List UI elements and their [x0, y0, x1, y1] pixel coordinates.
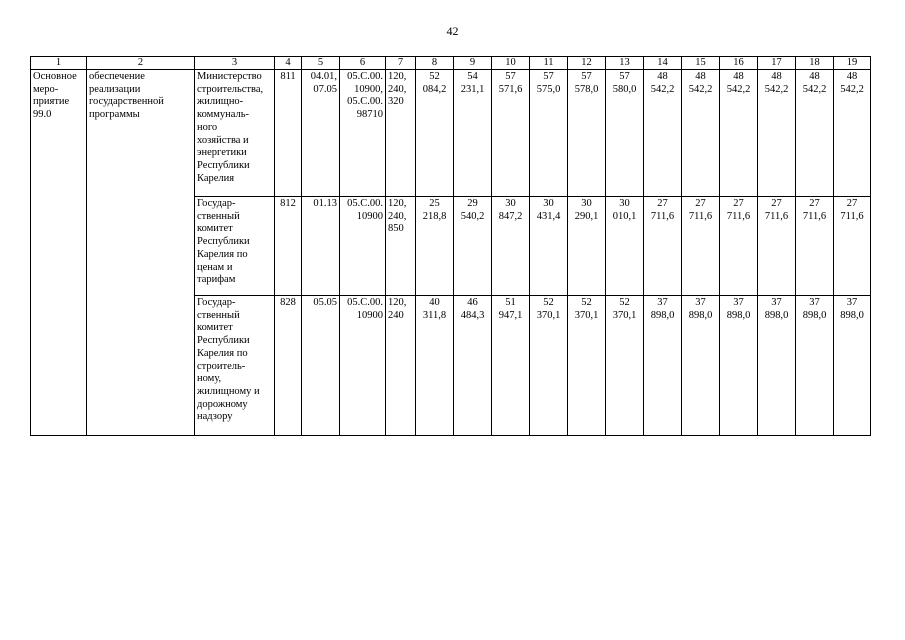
value-cell: 54 231,1	[454, 70, 492, 197]
value-cell: 27 711,6	[644, 197, 682, 296]
value-cell: 52 370,1	[568, 296, 606, 436]
csr-cell: 05.С.00. 10900	[340, 296, 386, 436]
column-header: 15	[682, 57, 720, 70]
rzpr-cell: 05.05	[302, 296, 340, 436]
column-header: 10	[492, 57, 530, 70]
csr-cell: 05.С.00. 10900	[340, 197, 386, 296]
value-cell: 48 542,2	[834, 70, 871, 197]
grbs-cell: 828	[275, 296, 302, 436]
value-cell: 37 898,0	[682, 296, 720, 436]
value-cell: 37 898,0	[758, 296, 796, 436]
value-cell: 57 578,0	[568, 70, 606, 197]
activity-purpose-cell: обеспечение реализации государственной программы	[87, 70, 195, 436]
value-cell: 37 898,0	[834, 296, 871, 436]
value-cell: 52 084,2	[416, 70, 454, 197]
vr-cell: 120, 240	[386, 296, 416, 436]
value-cell: 30 847,2	[492, 197, 530, 296]
value-cell: 57 575,0	[530, 70, 568, 197]
column-header: 8	[416, 57, 454, 70]
value-cell: 57 571,6	[492, 70, 530, 197]
column-header: 6	[340, 57, 386, 70]
rzpr-cell: 04.01, 07.05	[302, 70, 340, 197]
page-number: 42	[446, 24, 459, 38]
column-header: 16	[720, 57, 758, 70]
value-cell: 30 010,1	[606, 197, 644, 296]
column-header: 7	[386, 57, 416, 70]
value-cell: 30 431,4	[530, 197, 568, 296]
organization-cell: Министерство строительства, жилищно- коммуналь- ного хозяйства и энергетики Республики Карелия	[195, 70, 275, 197]
organization-cell: Государ- ственный комитет Республики Карелия по строитель- ному, жилищному и дорожному надзору	[195, 296, 275, 436]
vr-cell: 120, 240, 850	[386, 197, 416, 296]
activity-name-cell: Основное меро- приятие 99.0	[31, 70, 87, 436]
value-cell: 48 542,2	[758, 70, 796, 197]
column-number-row	[31, 57, 871, 70]
value-cell: 37 898,0	[796, 296, 834, 436]
value-cell: 27 711,6	[758, 197, 796, 296]
value-cell: 30 290,1	[568, 197, 606, 296]
column-header: 5	[302, 57, 340, 70]
value-cell: 48 542,2	[720, 70, 758, 197]
value-cell: 27 711,6	[720, 197, 758, 296]
value-cell: 48 542,2	[682, 70, 720, 197]
value-cell: 27 711,6	[796, 197, 834, 296]
column-header: 3	[195, 57, 275, 70]
column-header: 13	[606, 57, 644, 70]
value-cell: 52 370,1	[530, 296, 568, 436]
value-cell: 51 947,1	[492, 296, 530, 436]
value-cell: 27 711,6	[682, 197, 720, 296]
value-cell: 48 542,2	[796, 70, 834, 197]
value-cell: 57 580,0	[606, 70, 644, 197]
column-header: 4	[275, 57, 302, 70]
column-header: 9	[454, 57, 492, 70]
value-cell: 48 542,2	[644, 70, 682, 197]
rzpr-cell: 01.13	[302, 197, 340, 296]
column-header: 17	[758, 57, 796, 70]
grbs-cell: 811	[275, 70, 302, 197]
value-cell: 27 711,6	[834, 197, 871, 296]
value-cell: 37 898,0	[644, 296, 682, 436]
column-header: 19	[834, 57, 871, 70]
column-header: 12	[568, 57, 606, 70]
value-cell: 46 484,3	[454, 296, 492, 436]
value-cell: 29 540,2	[454, 197, 492, 296]
grbs-cell: 812	[275, 197, 302, 296]
table-row	[31, 70, 871, 197]
value-cell: 37 898,0	[720, 296, 758, 436]
value-cell: 25 218,8	[416, 197, 454, 296]
column-header: 18	[796, 57, 834, 70]
column-header: 14	[644, 57, 682, 70]
column-header: 2	[87, 57, 195, 70]
column-header: 11	[530, 57, 568, 70]
vr-cell: 120, 240, 320	[386, 70, 416, 197]
organization-cell: Государ- ственный комитет Республики Карелия по ценам и тарифам	[195, 197, 275, 296]
value-cell: 40 311,8	[416, 296, 454, 436]
budget-table	[30, 56, 871, 436]
csr-cell: 05.С.00. 10900, 05.С.00. 98710	[340, 70, 386, 197]
column-header: 1	[31, 57, 87, 70]
value-cell: 52 370,1	[606, 296, 644, 436]
